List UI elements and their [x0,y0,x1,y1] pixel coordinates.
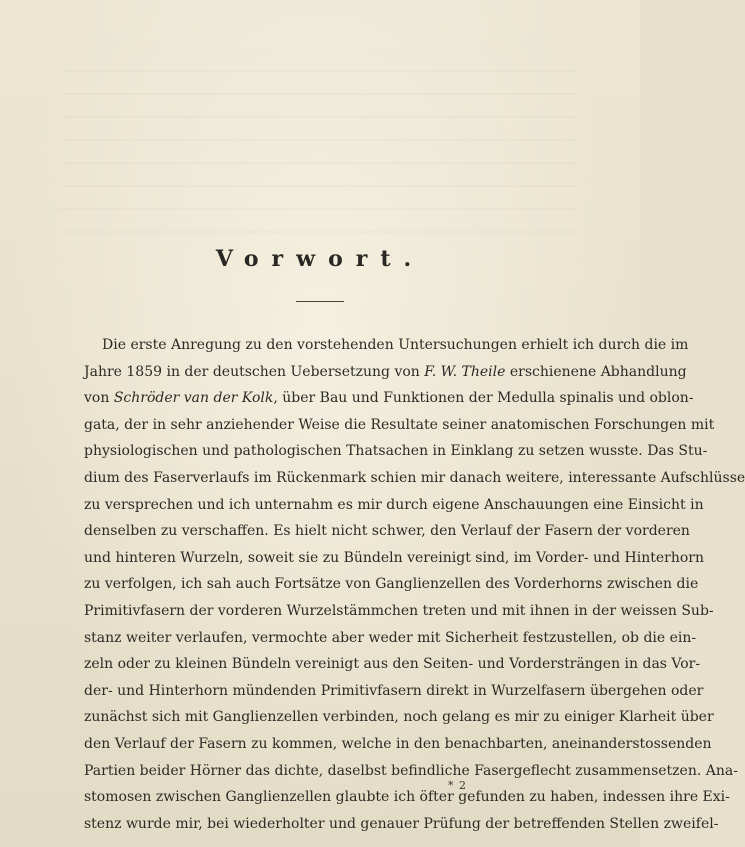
foreword-paragraph [84,332,745,837]
text-line: zeln oder zu kleinen Bündeln vereinigt aus den Seiten- und Vordersträngen in das Vor- [84,656,701,673]
text-line: dium des Faserverlaufs im Rückenmark schien mir danach weitere, interessante Aufschlüsse [84,469,745,486]
text-line: zu verfolgen, ich sah auch Fortsätze von Ganglienzellen des Vorderhorns zwischen die [84,576,699,593]
text-line: Jahre 1859 in der deutschen Uebersetzung von F. W. Theile erschienene Abhandlung [84,363,687,380]
text-line: stenz wurde mir, bei wiederholter und genauer Prüfung der betreffenden Stellen zweifel- [84,815,719,832]
text-line: von Schröder van der Kolk, über Bau und Funktionen der Medulla spinalis und oblon- [84,390,694,407]
text-line: Partien beider Hörner das dichte, daselbst befindliche Fasergeflecht zusammensetzen. Ana- [84,762,738,779]
text-line: zunächst sich mit Ganglienzellen verbinden, noch gelang es mir zu einiger Klarheit über [84,709,714,726]
italic-name: Schröder van der Kolk [113,390,274,407]
italic-name: F. W. Theile [424,363,506,380]
text-line: physiologischen und pathologischen Thatsachen in Einklang zu setzen wusste. Das Stu- [84,443,708,460]
text-line: Die erste Anregung zu den vorstehenden Untersuchungen erhielt ich durch die im [102,337,689,353]
page-heading: Vorwort. [215,246,425,272]
text-line: Primitivfasern der vorderen Wurzelstämmchen treten und mit ihnen in der weissen Sub- [84,602,714,619]
text-line: der- und Hinterhorn mündenden Primitivfasern direkt in Wurzelfasern übergehen oder [84,682,704,699]
text-line: stomosen zwischen Ganglienzellen glaubte ich öfter gefunden zu haben, indessen ihre Exi- [84,789,730,806]
text-line: stanz weiter verlaufen, vermochte aber weder mit Sicherheit festzustellen, ob die ein- [84,629,697,646]
heading-rule [296,301,344,302]
text-line: gata, der in sehr anziehender Weise die Resultate seiner anatomischen Forschungen mit [84,416,715,433]
signature-mark: * 2 [448,779,467,792]
show-through-texture [60,70,580,240]
text-line: und hinteren Wurzeln, soweit sie zu Bündeln vereinigt sind, im Vorder- und Hinterhorn [84,549,704,566]
text-line: den Verlauf der Fasern zu kommen, welche in den benachbarten, aneinanderstossenden [84,735,712,752]
text-line: zu versprechen und ich unternahm es mir durch eigene Anschauungen eine Einsicht in [84,496,704,513]
text-line: denselben zu verschaffen. Es hielt nicht schwer, den Verlauf der Fasern der vorderen [84,523,690,540]
